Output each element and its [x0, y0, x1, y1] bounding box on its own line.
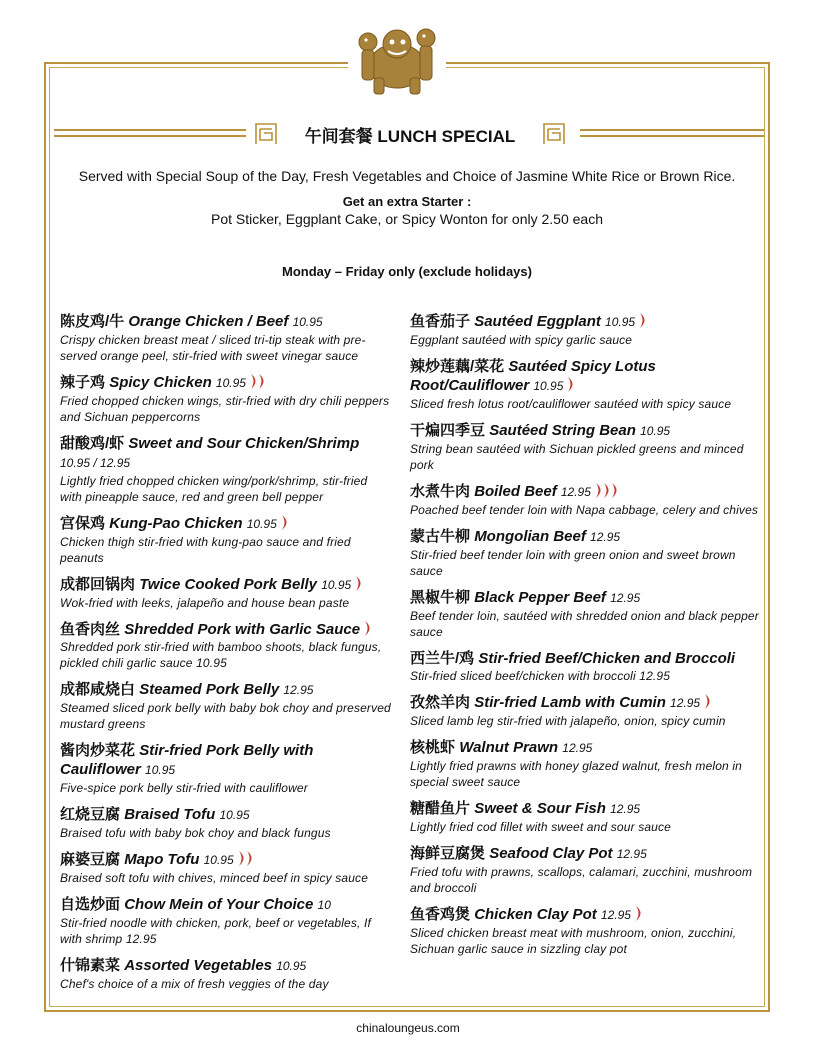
dish-chinese-name: 辣炒莲藕/菜花 — [410, 358, 505, 375]
dish-english-name: Sautéed Eggplant — [474, 313, 601, 330]
menu-item — [60, 956, 392, 992]
dish-english-name: Sautéed Spicy Lotus Root/Cauliflower — [410, 358, 656, 394]
menu-item — [410, 588, 760, 640]
dish-description: Lightly fried chopped chicken wing/pork/shrimp, stir-fried with pineapple sauce, red and green bell pepper — [60, 474, 368, 504]
dish-english-name: Sautéed String Bean — [489, 422, 636, 439]
dish-description: String bean sautéed with Sichuan pickled greens and minced pork — [410, 442, 744, 472]
dish-price: 10.95 — [276, 959, 307, 973]
menu-item — [60, 805, 392, 841]
menu-item — [60, 434, 392, 505]
dish-english-name: Orange Chicken / Beef — [128, 313, 289, 330]
menu-item — [410, 693, 760, 729]
menu-item — [60, 680, 392, 732]
chili-spice-icon — [238, 850, 256, 867]
menu-item-heading — [60, 620, 392, 639]
menu-item-heading — [410, 312, 760, 332]
dish-price: 12.95 — [560, 485, 591, 499]
dish-english-name: Sweet & Sour Fish — [474, 800, 606, 817]
dish-english-name: Stir-fried Pork Belly with Cauliflower — [60, 742, 314, 778]
menu-item-heading — [410, 421, 760, 441]
menu-item-heading — [410, 799, 760, 819]
chili-spice-icon — [281, 514, 291, 531]
menu-column-right — [410, 312, 760, 966]
dish-english-name: Braised Tofu — [124, 806, 216, 823]
chili-spice-icon — [635, 905, 645, 922]
dish-price: 12.95 — [590, 530, 621, 544]
menu-item — [60, 620, 392, 671]
menu-item — [410, 482, 760, 518]
dish-price: 10.95 — [605, 315, 636, 329]
dish-price: 12.95 — [616, 847, 647, 861]
dish-description: Wok-fried with leeks, jalapeño and house bean paste — [60, 596, 350, 610]
dish-chinese-name: 黑椒牛柳 — [410, 589, 471, 606]
availability-note: Monday – Friday only (exclude holidays) — [282, 264, 532, 279]
dish-chinese-name: 蒙古牛柳 — [410, 528, 471, 545]
dish-english-name: Kung-Pao Chicken — [109, 515, 243, 532]
dish-description: Sliced lamb leg stir-fried with jalapeño, onion, spicy cumin — [410, 714, 726, 728]
dish-price: 12.95 — [600, 908, 631, 922]
dish-description: Stir-fried sliced beef/chicken with broccoli 12.95 — [410, 669, 671, 683]
dish-chinese-name: 糖醋鱼片 — [410, 800, 471, 817]
dish-english-name: Chicken Clay Pot — [474, 906, 597, 923]
menu-item-heading — [410, 905, 760, 925]
dish-chinese-name: 水煮牛肉 — [410, 483, 471, 500]
menu-item-heading — [410, 844, 760, 864]
dish-description: Beef tender loin, sautéed with shredded onion and black pepper sauce — [410, 609, 759, 639]
menu-item — [410, 527, 760, 579]
dish-description: Lightly fried cod fillet with sweet and sour sauce — [410, 820, 671, 834]
dish-english-name: Stir-fried Beef/Chicken and Broccoli — [478, 650, 736, 667]
menu-item — [410, 357, 760, 412]
dish-english-name: Assorted Vegetables — [124, 957, 273, 974]
chili-spice-icon — [595, 482, 621, 499]
dish-description: Steamed sliced pork belly with baby bok choy and preserved mustard greens — [60, 701, 391, 731]
chili-spice-icon — [250, 373, 268, 390]
dish-chinese-name: 陈皮鸡/牛 — [60, 313, 125, 330]
menu-item-heading — [60, 956, 392, 976]
dish-english-name: Spicy Chicken — [109, 374, 212, 391]
menu-item-heading — [410, 649, 760, 668]
dish-price: 10.95 — [292, 315, 323, 329]
dish-chinese-name: 自选炒面 — [60, 896, 121, 913]
menu-item-heading — [60, 514, 392, 534]
footer-website: chinaloungeus.com — [356, 1021, 460, 1035]
menu-item-heading — [60, 575, 392, 595]
dish-english-name: Black Pepper Beef — [474, 589, 606, 606]
dish-english-name: Seafood Clay Pot — [489, 845, 613, 862]
dish-price: 12.95 — [562, 741, 593, 755]
dish-chinese-name: 孜然羊肉 — [410, 694, 471, 711]
dish-chinese-name: 宫保鸡 — [60, 515, 106, 532]
menu-item — [60, 373, 392, 425]
dish-chinese-name: 核桃虾 — [410, 739, 456, 756]
chili-spice-icon — [567, 376, 577, 393]
menu-item — [60, 895, 392, 947]
dish-price: 10.95 — [533, 379, 564, 393]
dish-chinese-name: 甜酸鸡/虾 — [60, 435, 125, 452]
menu-item — [60, 850, 392, 886]
dish-description: Eggplant sautéed with spicy garlic sauce — [410, 333, 633, 347]
menu-item — [410, 649, 760, 684]
dish-description: Stir-fried noodle with chicken, pork, beef or vegetables, If with shrimp 12.95 — [60, 916, 371, 946]
dish-english-name: Twice Cooked Pork Belly — [139, 576, 318, 593]
dish-description: Sliced fresh lotus root/cauliflower sautéed with spicy sauce — [410, 397, 732, 411]
dish-chinese-name: 红烧豆腐 — [60, 806, 121, 823]
dish-price: 10.95 — [219, 808, 250, 822]
dish-chinese-name: 辣子鸡 — [60, 374, 106, 391]
dish-price: 10.95 — [145, 763, 176, 777]
menu-item-heading — [60, 312, 392, 332]
chili-spice-icon — [639, 312, 649, 329]
dish-description: Braised soft tofu with chives, minced beef in spicy sauce — [60, 871, 369, 885]
intro-text: Served with Special Soup of the Day, Fresh Vegetables and Choice of Jasmine White Rice or Brown Rice. — [78, 168, 736, 184]
starter-text: Pot Sticker, Eggplant Cake, or Spicy Wonton for only 2.50 each — [211, 211, 603, 227]
dish-chinese-name: 成都回锅肉 — [60, 576, 136, 593]
menu-item-heading — [410, 693, 760, 713]
menu-item-heading — [410, 482, 760, 502]
chili-spice-icon — [355, 575, 365, 592]
dish-price: 10 — [317, 898, 331, 912]
dish-description: Crispy chicken breast meat / sliced tri-tip steak with pre-served orange peel, stir-fried with sweet vinegar sauce — [60, 333, 366, 363]
dish-price: 12.95 — [610, 591, 641, 605]
menu-column-left — [60, 312, 392, 1001]
menu-item — [410, 905, 760, 957]
starter-heading: Get an extra Starter : — [342, 194, 472, 209]
ornament-icon-left — [254, 120, 278, 146]
menu-item-heading — [60, 895, 392, 915]
menu-item-heading — [410, 527, 760, 547]
chili-spice-icon — [704, 693, 714, 710]
dish-chinese-name: 鱼香鸡煲 — [410, 906, 471, 923]
dish-chinese-name: 什锦素菜 — [60, 957, 121, 974]
page-title: 午间套餐 LUNCH SPECIAL — [304, 127, 516, 146]
dish-description: Five-spice pork belly stir-fried with cauliflower — [60, 781, 308, 795]
menu-item-heading — [60, 434, 392, 473]
dish-english-name: Walnut Prawn — [459, 739, 559, 756]
dish-english-name: Boiled Beef — [474, 483, 557, 500]
dish-price: 12.95 — [283, 683, 314, 697]
dish-price: 10.95 — [215, 376, 246, 390]
menu-item — [60, 575, 392, 611]
dish-price: 10.95 / 12.95 — [60, 456, 131, 470]
menu-item-heading — [60, 850, 392, 870]
menu-item — [60, 741, 392, 796]
dish-description: Fried tofu with prawns, scallops, calamari, zucchini, mushroom and broccoli — [410, 865, 753, 895]
dish-chinese-name: 成都咸烧白 — [60, 681, 136, 698]
menu-item-heading — [60, 373, 392, 393]
dish-english-name: Mongolian Beef — [474, 528, 586, 545]
dish-english-name: Sweet and Sour Chicken/Shrimp — [128, 435, 360, 452]
menu-item — [410, 844, 760, 896]
dish-english-name: Stir-fried Lamb with Cumin — [474, 694, 666, 711]
menu-item-heading — [60, 805, 392, 825]
dish-price: 10.95 — [640, 424, 671, 438]
dish-description: Lightly fried prawns with honey glazed walnut, fresh melon in special sweet sauce — [410, 759, 742, 789]
chili-spice-icon — [364, 620, 374, 637]
title-row — [54, 120, 764, 150]
dish-chinese-name: 海鲜豆腐煲 — [410, 845, 486, 862]
dish-description: Stir-fried beef tender loin with green onion and sweet brown sauce — [410, 548, 736, 578]
dish-chinese-name: 鱼香茄子 — [410, 313, 471, 330]
title-rule-left — [54, 129, 246, 137]
dish-price: 12.95 — [670, 696, 701, 710]
dish-chinese-name: 酱肉炒菜花 — [60, 742, 136, 759]
dish-price: 10.95 — [321, 578, 352, 592]
menu-item — [410, 421, 760, 473]
foo-dog-logo-icon — [348, 18, 446, 98]
dish-price: 10.95 — [246, 517, 277, 531]
menu-item-heading — [60, 741, 392, 780]
dish-description: Braised tofu with baby bok choy and black fungus — [60, 826, 331, 840]
dish-description: Shredded pork stir-fried with bamboo shoots, black fungus, pickled chili garlic sauce 10.95 — [60, 640, 382, 670]
dish-description: Chicken thigh stir-fried with kung-pao sauce and fried peanuts — [60, 535, 351, 565]
dish-description: Poached beef tender loin with Napa cabbage, celery and chives — [410, 503, 759, 517]
dish-chinese-name: 西兰牛/鸡 — [410, 650, 475, 667]
menu-item — [60, 312, 392, 364]
dish-chinese-name: 麻婆豆腐 — [60, 851, 121, 868]
dish-chinese-name: 干煸四季豆 — [410, 422, 486, 439]
menu-item-heading — [410, 588, 760, 608]
dish-description: Chef's choice of a mix of fresh veggies of the day — [60, 977, 329, 991]
menu-item-heading — [410, 738, 760, 758]
menu-item — [410, 799, 760, 835]
title-rule-right — [580, 129, 764, 137]
dish-chinese-name: 鱼香肉丝 — [60, 621, 121, 638]
ornament-icon-right — [542, 120, 566, 146]
menu-item — [60, 514, 392, 566]
menu-item — [410, 312, 760, 348]
dish-description: Fried chopped chicken wings, stir-fried with dry chili peppers and Sichuan peppercorns — [60, 394, 390, 424]
dish-price: 12.95 — [610, 802, 641, 816]
dish-english-name: Mapo Tofu — [124, 851, 200, 868]
menu-item-heading — [60, 680, 392, 700]
dish-english-name: Shredded Pork with Garlic Sauce — [124, 621, 361, 638]
menu-item-heading — [410, 357, 760, 396]
dish-description: Sliced chicken breast meat with mushroom, onion, zucchini, Sichuan garlic sauce in sizzling clay pot — [410, 926, 737, 956]
menu-item — [410, 738, 760, 790]
dish-english-name: Chow Mein of Your Choice — [124, 896, 314, 913]
dish-price: 10.95 — [203, 853, 234, 867]
dish-english-name: Steamed Pork Belly — [139, 681, 280, 698]
